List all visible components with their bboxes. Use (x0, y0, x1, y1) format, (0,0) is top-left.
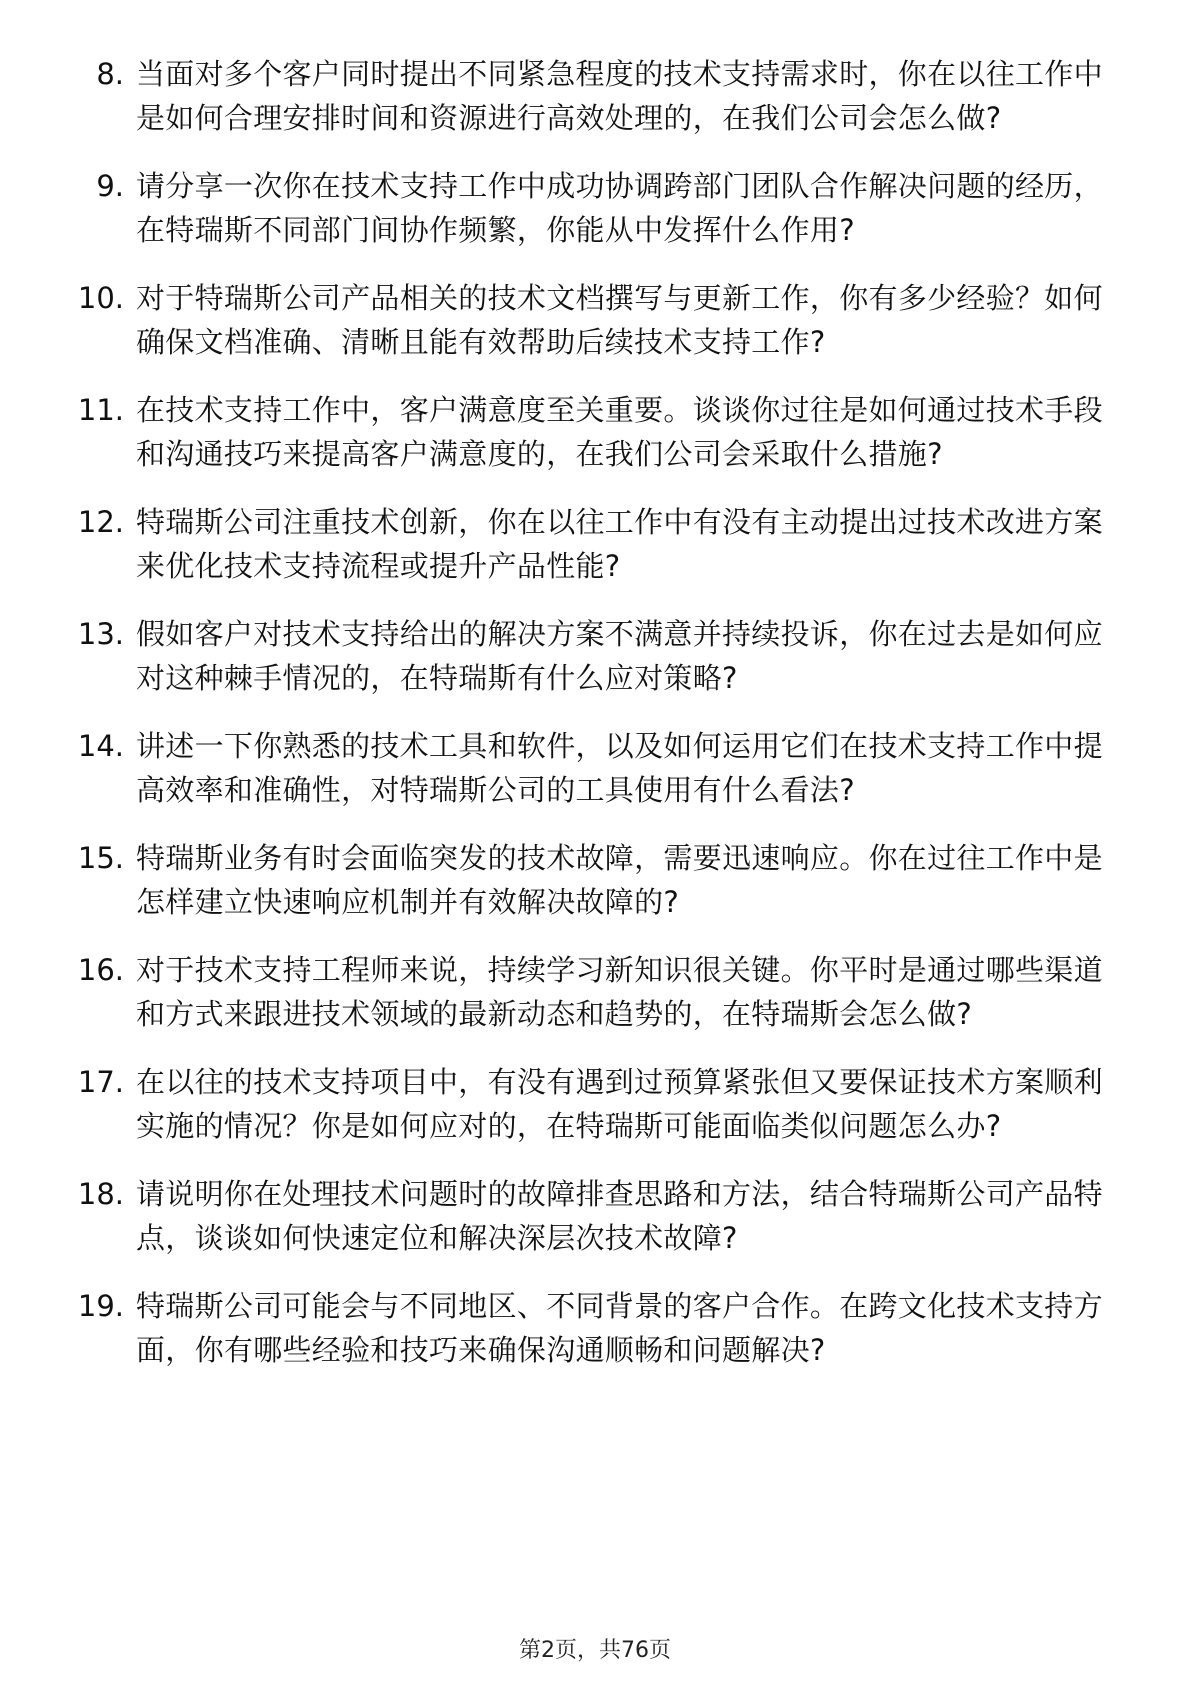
question-item (70, 724, 1110, 812)
question-item (70, 388, 1110, 476)
question-item (70, 164, 1110, 252)
question-item (70, 1284, 1110, 1372)
question-item (70, 1172, 1110, 1260)
question-number: 10. (77, 281, 124, 315)
question-item (70, 948, 1110, 1036)
question-number: 15. (77, 841, 124, 875)
question-text: 当面对多个客户同时提出不同紧急程度的技术支持需求时，你在以往工作中是如何合理安排时间和资源进行高效处理的，在我们公司会怎么做? (136, 57, 1103, 135)
question-text: 特瑞斯公司可能会与不同地区、不同背景的客户合作。在跨文化技术支持方面，你有哪些经验和技巧来确保沟通顺畅和问题解决? (136, 1289, 1103, 1367)
question-item (70, 52, 1110, 140)
question-number: 9. (96, 169, 124, 203)
question-number: 17. (77, 1065, 124, 1099)
question-text: 讲述一下你熟悉的技术工具和软件，以及如何运用它们在技术支持工作中提高效率和准确性，对特瑞斯公司的工具使用有什么看法? (136, 729, 1103, 807)
question-text: 在技术支持工作中，客户满意度至关重要。谈谈你过往是如何通过技术手段和沟通技巧来提高客户满意度的，在我们公司会采取什么措施? (136, 393, 1103, 471)
question-text: 特瑞斯公司注重技术创新，你在以往工作中有没有主动提出过技术改进方案来优化技术支持流程或提升产品性能? (136, 505, 1103, 583)
question-number: 11. (77, 393, 124, 427)
question-item (70, 612, 1110, 700)
question-item (70, 500, 1110, 588)
question-text: 对于技术支持工程师来说，持续学习新知识很关键。你平时是通过哪些渠道和方式来跟进技术领域的最新动态和趋势的，在特瑞斯会怎么做? (136, 953, 1103, 1031)
question-number: 18. (77, 1177, 124, 1211)
question-number: 16. (77, 953, 124, 987)
question-text: 特瑞斯业务有时会面临突发的技术故障，需要迅速响应。你在过往工作中是怎样建立快速响应机制并有效解决故障的? (136, 841, 1103, 919)
question-number: 13. (77, 617, 124, 651)
question-number: 12. (77, 505, 124, 539)
question-number: 14. (77, 729, 124, 763)
question-text: 请说明你在处理技术问题时的故障排查思路和方法，结合特瑞斯公司产品特点，谈谈如何快速定位和解决深层次技术故障? (136, 1177, 1103, 1255)
question-item (70, 1060, 1110, 1148)
question-list (70, 52, 1110, 1396)
question-text: 在以往的技术支持项目中，有没有遇到过预算紧张但又要保证技术方案顺利实施的情况？你是如何应对的，在特瑞斯可能面临类似问题怎么办? (136, 1065, 1103, 1143)
question-text: 对于特瑞斯公司产品相关的技术文档撰写与更新工作，你有多少经验？如何确保文档准确、清晰且能有效帮助后续技术支持工作? (136, 281, 1103, 359)
question-item (70, 836, 1110, 924)
page-footer: 第2页，共76页 (519, 1638, 671, 1663)
question-number: 19. (77, 1289, 124, 1323)
question-number: 8. (96, 57, 124, 91)
question-text: 请分享一次你在技术支持工作中成功协调跨部门团队合作解决问题的经历，在特瑞斯不同部门间协作频繁，你能从中发挥什么作用? (136, 169, 1103, 247)
question-text: 假如客户对技术支持给出的解决方案不满意并持续投诉，你在过去是如何应对这种棘手情况的，在特瑞斯有什么应对策略? (136, 617, 1103, 695)
question-item (70, 276, 1110, 364)
